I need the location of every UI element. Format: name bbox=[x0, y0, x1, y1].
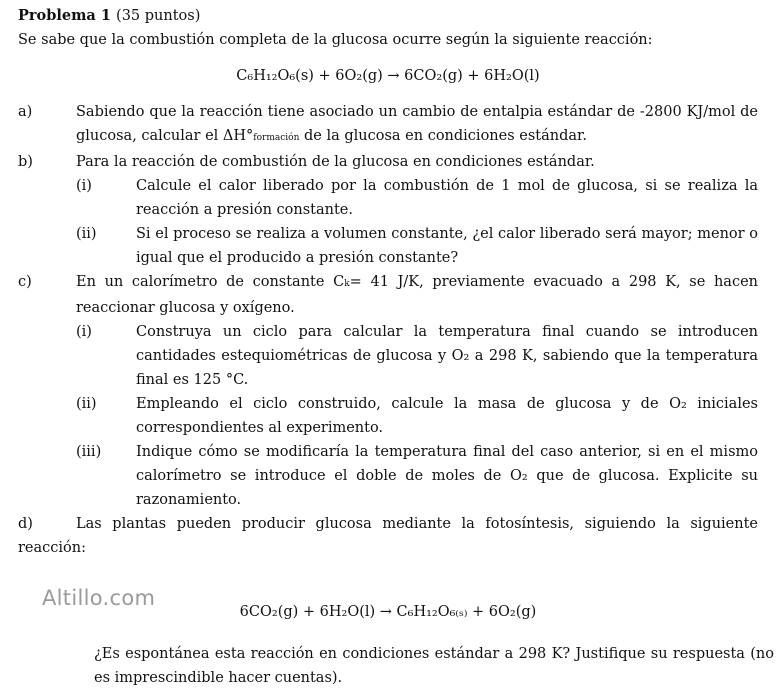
part-b-ii bbox=[76, 222, 758, 270]
part-a-text bbox=[76, 100, 758, 150]
part-c-text bbox=[76, 270, 758, 320]
part-b bbox=[18, 150, 758, 174]
part-b-ii-label: (ii) bbox=[76, 226, 97, 242]
part-c-iii bbox=[76, 440, 758, 512]
part-b-text: Para la reacción de combustión de la glucosa en condiciones estándar. bbox=[76, 154, 595, 170]
part-b-i-text: Calcule el calor liberado por la combustión de 1 mol de glucosa, si se realiza la reacción a presión constante. bbox=[136, 178, 758, 218]
reaction-equation-1: C₆H₁₂O₆(s) + 6O₂(g) → 6CO₂(g) + 6H₂O(l) bbox=[236, 68, 540, 84]
part-d-text: Las plantas pueden producir glucosa mediante la fotosíntesis, siguiendo la siguiente reacción: bbox=[18, 516, 758, 556]
part-c-ii-text: Empleando el ciclo construido, calcule la masa de glucosa y de O₂ iniciales correspondientes al experimento. bbox=[136, 396, 758, 436]
part-d-label: d) bbox=[18, 516, 33, 532]
part-c-ii-label: (ii) bbox=[76, 396, 97, 412]
problem-title bbox=[18, 4, 758, 28]
problem-intro: Se sabe que la combustión completa de la glucosa ocurre según la siguiente reacción: bbox=[18, 32, 653, 48]
part-c-ii bbox=[76, 392, 758, 440]
part-c-subscript: k bbox=[344, 279, 350, 289]
part-a-text-post: de la glucosa en condiciones estándar. bbox=[299, 128, 587, 144]
watermark-logo: Altillo.com bbox=[42, 586, 156, 610]
part-c bbox=[18, 270, 758, 320]
part-a-label: a) bbox=[18, 104, 33, 120]
part-c-label: c) bbox=[18, 274, 32, 290]
part-c-i bbox=[76, 320, 758, 392]
part-d bbox=[18, 512, 758, 560]
part-c-text-post: = 41 J/K, previamente evacuado a 298 K, se hacen reaccionar glucosa y oxígeno. bbox=[76, 274, 758, 316]
part-c-iii-text: Indique cómo se modificaría la temperatura final del caso anterior, si en el mismo calorímetro se introduce el doble de moles de O₂ que de glucosa. Explicite su razonamiento. bbox=[136, 444, 758, 508]
part-a-text-pre: Sabiendo que la reacción tiene asociado un cambio de entalpia estándar de -2800 KJ/mol de glucosa, calcular el ΔH° bbox=[76, 104, 758, 144]
part-b-i-label: (i) bbox=[76, 178, 92, 194]
part-c-text-pre: En un calorímetro de constante C bbox=[76, 274, 345, 290]
part-d-question: ¿Es espontánea esta reacción en condiciones estándar a 298 K? Justifique su respuesta (no es imprescindible hacer cuentas). bbox=[94, 646, 774, 686]
part-a bbox=[18, 100, 758, 150]
problem-points: (35 puntos) bbox=[116, 8, 201, 24]
part-a-subscript: formación bbox=[253, 133, 300, 143]
reaction-equation-2: 6CO₂(g) + 6H₂O(l) → C₆H₁₂O₆₍ₛ₎ + 6O₂(g) bbox=[239, 604, 537, 620]
part-c-i-label: (i) bbox=[76, 324, 92, 340]
part-b-i bbox=[76, 174, 758, 222]
part-c-iii-label: (iii) bbox=[76, 444, 102, 460]
problem-title-text: Problema 1 bbox=[18, 7, 111, 24]
part-c-i-text: Construya un ciclo para calcular la temperatura final cuando se introducen cantidades estequiométricas de glucosa y O₂ a 298 K, sabiendo que la temperatura final es 125 °C. bbox=[136, 324, 758, 388]
part-b-ii-text: Si el proceso se realiza a volumen constante, ¿el calor liberado será mayor; menor o igual que el producido a presión constante? bbox=[136, 226, 758, 266]
part-b-label: b) bbox=[18, 154, 33, 170]
